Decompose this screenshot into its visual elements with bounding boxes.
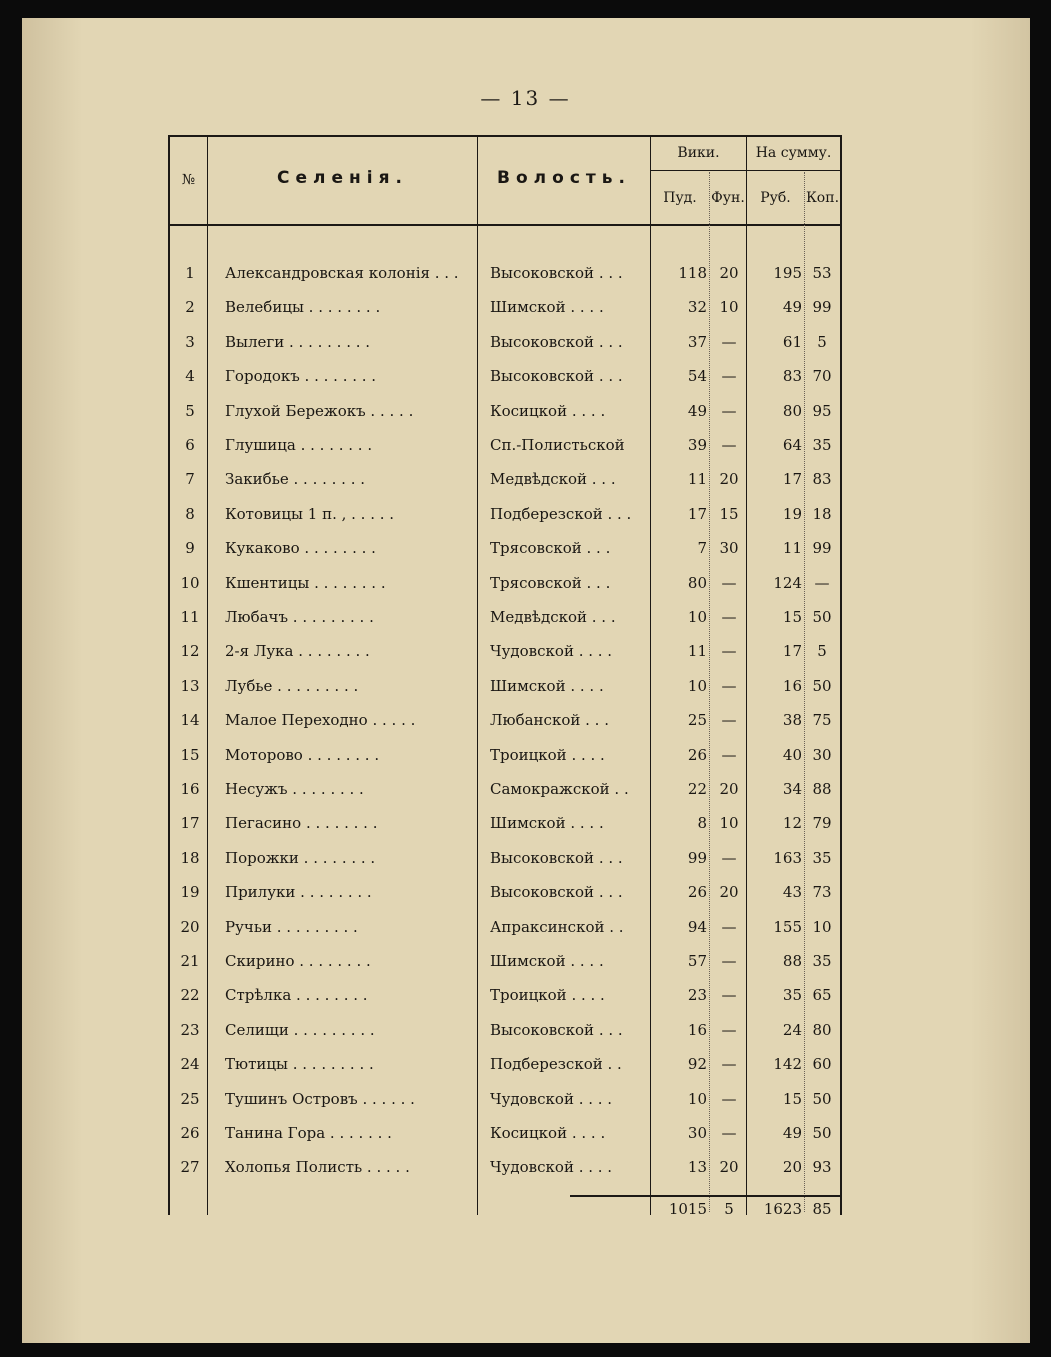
cell-pud: 17: [687, 504, 707, 523]
table-row: [0, 394, 1051, 428]
cell-kop: 50: [812, 608, 832, 626]
cell-kop: 18: [812, 504, 832, 523]
table-row: [0, 978, 1051, 1012]
cell-pud: 54: [687, 367, 707, 386]
cell-num: 12: [180, 642, 200, 661]
cell-kop: 79: [812, 814, 832, 833]
cell-volost: Косицкой . . . .: [490, 401, 606, 420]
cell-rub: 124: [773, 573, 802, 592]
cell-pud: 10: [687, 676, 707, 695]
cell-volost: Медвѣдской . . .: [490, 470, 616, 489]
cell-fun: 10: [719, 814, 739, 833]
cell-village: 2-я Лука . . . . . . . .: [225, 642, 370, 661]
cell-volost: Высоковской . . .: [490, 264, 623, 282]
table-row: [0, 875, 1051, 909]
table-row: [0, 703, 1051, 737]
cell-fun: —: [721, 401, 737, 420]
table-top-rule: [168, 135, 842, 137]
cell-fun: —: [721, 917, 737, 936]
cell-village: Ручьи . . . . . . . . .: [225, 917, 358, 936]
cell-volost: Высоковской . . .: [490, 367, 623, 386]
cell-pud: 92: [687, 1055, 707, 1074]
header-sum: На сумму.: [755, 145, 832, 161]
cell-pud: 32: [687, 298, 707, 317]
cell-fun: —: [721, 1020, 737, 1039]
cell-village: Скирино . . . . . . . .: [225, 952, 371, 970]
table-row: [0, 462, 1051, 496]
cell-kop: 35: [812, 952, 832, 970]
total-rub: 1623: [763, 1200, 802, 1218]
cell-fun: —: [721, 676, 737, 695]
table-row: [0, 944, 1051, 978]
cell-village: Велебицы . . . . . . . .: [225, 298, 381, 317]
header-num: №: [181, 172, 196, 188]
cell-rub: 15: [782, 608, 802, 626]
header-rub: Руб.: [760, 190, 791, 206]
cell-fun: —: [721, 1055, 737, 1074]
table-row: [0, 841, 1051, 875]
cell-rub: 61: [782, 332, 802, 351]
cell-kop: 30: [812, 745, 832, 764]
cell-fun: 15: [719, 504, 739, 523]
cell-volost: Троицкой . . . .: [490, 986, 605, 1005]
cell-pud: 39: [687, 436, 707, 454]
cell-fun: —: [721, 367, 737, 386]
cell-volost: Любанской . . .: [490, 711, 609, 730]
cell-rub: 64: [782, 436, 802, 454]
cell-rub: 155: [773, 917, 802, 936]
cell-pud: 94: [687, 917, 707, 936]
cell-rub: 20: [782, 1158, 802, 1177]
cell-num: 10: [180, 573, 200, 592]
cell-village: Закибье . . . . . . . .: [225, 470, 366, 489]
cell-village: Пегасино . . . . . . . .: [225, 814, 378, 833]
cell-pud: 10: [687, 608, 707, 626]
table-row: [0, 290, 1051, 324]
cell-volost: Косицкой . . . .: [490, 1124, 606, 1142]
cell-kop: 80: [812, 1020, 832, 1039]
cell-volost: Трясовской . . .: [490, 573, 611, 592]
cell-volost: Сп.-Полистьской: [490, 436, 625, 454]
cell-pud: 13: [687, 1158, 707, 1177]
cell-pud: 57: [687, 952, 707, 970]
cell-num: 15: [180, 745, 200, 764]
cell-pud: 11: [687, 470, 707, 489]
cell-volost: Высоковской . . .: [490, 848, 623, 867]
cell-village: Прилуки . . . . . . . .: [225, 883, 372, 902]
header-kop: Коп.: [805, 190, 840, 206]
cell-volost: Самокражской . .: [490, 780, 629, 798]
cell-volost: Апраксинской . .: [490, 917, 624, 936]
table-row: [0, 1082, 1051, 1116]
cell-volost: Чудовской . . . .: [490, 1089, 613, 1108]
cell-kop: 75: [812, 711, 832, 730]
cell-rub: 43: [782, 883, 802, 902]
cell-pud: 118: [678, 264, 707, 282]
cell-kop: 99: [812, 298, 832, 317]
table-row: [0, 910, 1051, 944]
cell-village: Танина Гора . . . . . . .: [225, 1124, 392, 1142]
cell-pud: 8: [697, 814, 707, 833]
table-row: [0, 669, 1051, 703]
cell-fun: —: [721, 608, 737, 626]
cell-fun: 20: [719, 470, 739, 489]
cell-village: Котовицы 1 п. , . . . . .: [225, 504, 395, 523]
cell-kop: 53: [812, 264, 832, 282]
cell-fun: —: [721, 1089, 737, 1108]
cell-pud: 7: [697, 539, 707, 558]
cell-kop: 99: [812, 539, 832, 558]
cell-kop: 70: [812, 367, 832, 386]
cell-pud: 99: [687, 848, 707, 867]
cell-village: Холопья Полисть . . . . .: [225, 1158, 410, 1177]
cell-volost: Шимской . . . .: [490, 676, 604, 695]
cell-fun: —: [721, 573, 737, 592]
table-row: [0, 1047, 1051, 1081]
cell-village: Порожки . . . . . . . .: [225, 848, 376, 867]
cell-num: 11: [180, 608, 200, 626]
cell-num: 7: [185, 470, 195, 489]
header-viki: Вики.: [677, 145, 720, 161]
cell-village: Глухой Бережокъ . . . . .: [225, 401, 414, 420]
table-row: [0, 325, 1051, 359]
cell-num: 6: [185, 436, 195, 454]
cell-fun: 20: [719, 883, 739, 902]
cell-fun: 20: [719, 264, 739, 282]
cell-fun: —: [721, 1124, 737, 1142]
cell-rub: 49: [782, 1124, 802, 1142]
cell-num: 20: [180, 917, 200, 936]
cell-rub: 195: [773, 264, 802, 282]
cell-village: Несужъ . . . . . . . .: [225, 780, 364, 798]
cell-pud: 23: [687, 986, 707, 1005]
table-row: [0, 806, 1051, 840]
table-row: [0, 1013, 1051, 1047]
cell-rub: 142: [773, 1055, 802, 1074]
cell-pud: 30: [687, 1124, 707, 1142]
cell-kop: 50: [812, 1124, 832, 1142]
cell-kop: 10: [812, 917, 832, 936]
cell-num: 14: [180, 711, 200, 730]
table-row: [0, 634, 1051, 668]
cell-num: 2: [185, 298, 195, 317]
table-row: [0, 256, 1051, 290]
cell-volost: Троицкой . . . .: [490, 745, 605, 764]
cell-volost: Медвѣдской . . .: [490, 608, 616, 626]
table-row: [0, 428, 1051, 462]
total-kop: 85: [812, 1200, 832, 1218]
cell-rub: 34: [782, 780, 802, 798]
cell-fun: —: [721, 642, 737, 661]
cell-rub: 15: [782, 1089, 802, 1108]
cell-village: Кшентицы . . . . . . . .: [225, 573, 386, 592]
cell-volost: Шимской . . . .: [490, 952, 604, 970]
cell-rub: 19: [782, 504, 802, 523]
table-row: [0, 738, 1051, 772]
cell-num: 3: [185, 332, 195, 351]
cell-num: 17: [180, 814, 200, 833]
cell-pud: 10: [687, 1089, 707, 1108]
cell-pud: 25: [687, 711, 707, 730]
cell-volost: Чудовской . . . .: [490, 642, 613, 661]
cell-village: Любачъ . . . . . . . . .: [225, 608, 374, 626]
cell-kop: 50: [812, 1089, 832, 1108]
cell-volost: Высоковской . . .: [490, 883, 623, 902]
cell-rub: 40: [782, 745, 802, 764]
cell-num: 21: [180, 952, 200, 970]
cell-fun: 20: [719, 1158, 739, 1177]
table-row: [0, 497, 1051, 531]
cell-village: Тушинъ Островъ . . . . . .: [225, 1089, 415, 1108]
cell-volost: Высоковской . . .: [490, 332, 623, 351]
cell-pud: 80: [687, 573, 707, 592]
cell-kop: 5: [817, 332, 827, 351]
table-row: [0, 1116, 1051, 1150]
cell-num: 24: [180, 1055, 200, 1074]
table-row: [0, 600, 1051, 634]
cell-rub: 35: [782, 986, 802, 1005]
cell-fun: —: [721, 848, 737, 867]
cell-kop: —: [814, 573, 830, 592]
header-volost: Волость.: [497, 168, 631, 188]
cell-num: 13: [180, 676, 200, 695]
cell-pud: 49: [687, 401, 707, 420]
cell-fun: —: [721, 986, 737, 1005]
cell-num: 18: [180, 848, 200, 867]
cell-fun: —: [721, 436, 737, 454]
cell-volost: Подберезской . .: [490, 1055, 622, 1074]
cell-kop: 88: [812, 780, 832, 798]
cell-num: 19: [180, 883, 200, 902]
cell-kop: 50: [812, 676, 832, 695]
cell-rub: 88: [782, 952, 802, 970]
cell-num: 1: [185, 264, 195, 282]
cell-village: Моторово . . . . . . . .: [225, 745, 380, 764]
cell-village: Кукаково . . . . . . . .: [225, 539, 376, 558]
header-fun: Фун.: [711, 190, 745, 206]
cell-fun: 20: [719, 780, 739, 798]
cell-rub: 11: [782, 539, 802, 558]
cell-num: 5: [185, 401, 195, 420]
cell-pud: 16: [687, 1020, 707, 1039]
cell-kop: 60: [812, 1055, 832, 1074]
header-bottom-rule: [168, 224, 842, 226]
cell-kop: 73: [812, 883, 832, 902]
cell-num: 9: [185, 539, 195, 558]
cell-num: 22: [180, 986, 200, 1005]
cell-rub: 80: [782, 401, 802, 420]
table-row: [0, 359, 1051, 393]
cell-rub: 17: [782, 642, 802, 661]
cell-fun: —: [721, 332, 737, 351]
cell-fun: —: [721, 711, 737, 730]
cell-kop: 35: [812, 848, 832, 867]
cell-fun: —: [721, 952, 737, 970]
cell-village: Городокъ . . . . . . . .: [225, 367, 377, 386]
total-rule: [570, 1195, 842, 1197]
cell-village: Вылеги . . . . . . . . .: [225, 332, 371, 351]
cell-pud: 26: [687, 883, 707, 902]
cell-rub: 83: [782, 367, 802, 386]
cell-num: 4: [185, 367, 195, 386]
cell-volost: Чудовской . . . .: [490, 1158, 613, 1177]
cell-village: Глушица . . . . . . . .: [225, 436, 373, 454]
header-pud: Пуд.: [663, 190, 697, 206]
cell-pud: 22: [687, 780, 707, 798]
page-number: — 13 —: [480, 86, 571, 110]
cell-rub: 24: [782, 1020, 802, 1039]
cell-rub: 38: [782, 711, 802, 730]
cell-volost: Высоковской . . .: [490, 1020, 623, 1039]
cell-kop: 93: [812, 1158, 832, 1177]
cell-village: Малое Переходно . . . . .: [225, 711, 416, 730]
cell-volost: Шимской . . . .: [490, 814, 604, 833]
cell-num: 16: [180, 780, 200, 798]
cell-num: 8: [185, 504, 195, 523]
cell-village: Лубье . . . . . . . . .: [225, 676, 359, 695]
cell-rub: 163: [773, 848, 802, 867]
cell-kop: 35: [812, 436, 832, 454]
total-pud: 1015: [668, 1200, 707, 1218]
table-row: [0, 1150, 1051, 1184]
cell-village: Стрѣлка . . . . . . . .: [225, 986, 368, 1005]
cell-rub: 12: [782, 814, 802, 833]
cell-kop: 65: [812, 986, 832, 1005]
cell-volost: Шимской . . . .: [490, 298, 604, 317]
cell-kop: 95: [812, 401, 832, 420]
header-village: Селенія.: [277, 168, 408, 188]
cell-pud: 26: [687, 745, 707, 764]
cell-pud: 11: [687, 642, 707, 661]
table-row: [0, 531, 1051, 565]
cell-num: 23: [180, 1020, 200, 1039]
cell-pud: 37: [687, 332, 707, 351]
table-row: [0, 772, 1051, 806]
cell-rub: 16: [782, 676, 802, 695]
cell-fun: 10: [719, 298, 739, 317]
cell-num: 25: [180, 1089, 200, 1108]
cell-rub: 49: [782, 298, 802, 317]
cell-village: Александровская колонія . . .: [225, 264, 459, 282]
cell-village: Тютицы . . . . . . . . .: [225, 1055, 374, 1074]
cell-kop: 83: [812, 470, 832, 489]
cell-volost: Подберезской . . .: [490, 504, 632, 523]
total-fun: 5: [724, 1200, 734, 1218]
cell-fun: —: [721, 745, 737, 764]
cell-kop: 5: [817, 642, 827, 661]
cell-volost: Трясовской . . .: [490, 539, 611, 558]
cell-num: 27: [180, 1158, 200, 1177]
cell-fun: 30: [719, 539, 739, 558]
cell-village: Селищи . . . . . . . . .: [225, 1020, 375, 1039]
cell-rub: 17: [782, 470, 802, 489]
table-row: [0, 566, 1051, 600]
cell-num: 26: [180, 1124, 200, 1142]
